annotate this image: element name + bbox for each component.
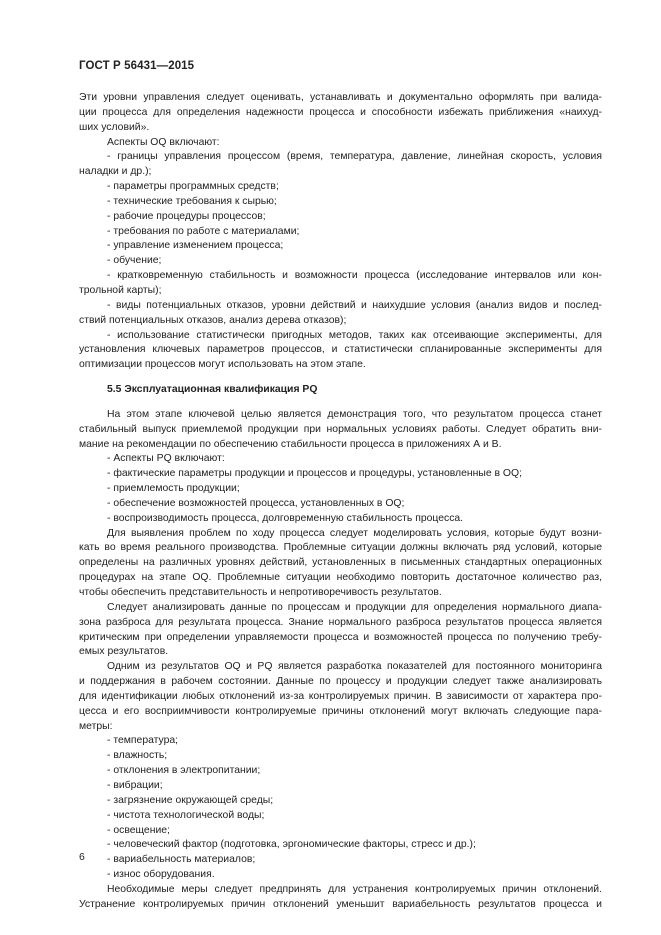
text-line: чтобы обеспечить представительность и непротиворечивость результатов. [79, 587, 442, 598]
text-line: установления ключевых параметров процессов, и статистически спланированные эксперименты для [79, 344, 602, 356]
text-line: - отклонения в электропитании; [107, 765, 261, 777]
text-line: емых результатов. [79, 646, 169, 658]
text-line: Необходимые меры следует предпринять для устранения контролируемых причин отклонений. [107, 883, 602, 895]
text-line: Эти уровни управления следует оценивать, устанавливать и документально оформлять при валида- [79, 92, 602, 103]
text-line: - человеческий фактор (подготовка, эргономические факторы, стресс и др.); [107, 839, 476, 851]
text-line: зона разброса для результата процесса. Знание нормального разброса результатов процесса является [79, 616, 602, 628]
text-line: - параметры программных средств; [107, 181, 279, 193]
text-line: цесса и его восприимчивости контролируемые причины отклонений могут включать следующие пара- [79, 705, 602, 717]
text-line: - фактические параметры продукции и процессов и процедуры, установленные в OQ; [107, 468, 522, 480]
text-line: - чистота технологической воды; [107, 809, 265, 821]
page-number: 6 [79, 852, 85, 863]
text-line: для идентификации любых отклонений из-за контролируемых причин. В зависимости от характера про- [79, 690, 602, 702]
text-line: - температура; [107, 735, 179, 747]
text-line: трольной карты); [79, 284, 162, 296]
document-body [79, 91, 602, 913]
text-line: Для выявления проблем по ходу процесса следует моделировать условия, которые будут возни- [107, 527, 602, 539]
text-line: процедурах на этапе OQ. Проблемные ситуации необходимо повторить достаточное количество раз, [79, 572, 602, 584]
text-line: оптимизации процессов могут использовать на этом этапе. [79, 359, 366, 371]
text-line: метры: [79, 720, 113, 732]
text-line: ствий потенциальных отказов, анализ дерева отказов); [79, 314, 347, 326]
text-line: Следует анализировать данные по процессам и продукции для определения нормального диапа- [107, 601, 602, 613]
text-line: мание на рекомендации по обеспечению стабильности процесса в приложениях А и В. [79, 438, 502, 450]
text-line: - обучение; [107, 255, 162, 267]
text-line: критическим при определении управляемости процесса и возможностей процесса по получению требу- [79, 631, 602, 643]
text-line: - границы управления процессом (время, температура, давление, линейная скорость, условия [107, 151, 602, 163]
text-line: - загрязнение окружающей среды; [107, 794, 274, 806]
document-header-code: ГОСТ Р 56431—2015 [79, 60, 195, 72]
text-line: - Аспекты PQ включают: [107, 453, 225, 465]
paragraph-gap [79, 373, 602, 383]
text-line: определены на различных уровнях действий, установленных в письменных стандартных операционных [79, 557, 602, 569]
text-line: кать во время реального производства. Проблемные ситуации должны включать ряд условий, которые [79, 542, 602, 554]
text-line: - управление изменением процесса; [107, 240, 284, 252]
text-line: - вибрации; [107, 779, 163, 791]
text-line: - воспроизводимость процесса, долговременную стабильность процесса. [107, 512, 464, 524]
text-line: - виды потенциальных отказов, уровни действий и наихудшие условия (анализ видов и послед- [107, 299, 602, 311]
paragraph-gap [79, 398, 602, 408]
text-line: ции процесса для определения надежности процесса и способности избежать приближения «наихуд- [79, 106, 602, 118]
text-line: - влажность; [107, 750, 168, 762]
text-line: Устранение контролируемых причин отклонений уменьшит вариабельность результатов процесса и [79, 898, 602, 910]
text-line: - износ оборудования. [107, 869, 215, 881]
text-line: и поддержания в рабочем состоянии. Данные по процессу и продукции следует также анализировать [79, 676, 602, 688]
text-line: Аспекты OQ включают: [107, 136, 220, 148]
text-line: - использование статистически пригодных методов, таких как отсеивающие эксперименты, для [107, 329, 602, 341]
text-line: На этом этапе ключевой целью является демонстрация того, что результатом процесса станет [107, 408, 602, 420]
section-heading: 5.5 Эксплуатационная квалификация PQ [107, 384, 318, 396]
text-line: - освещение; [107, 824, 170, 836]
text-line: наладки и др.); [79, 166, 152, 178]
text-line: - обеспечение возможностей процесса, установленных в OQ; [107, 497, 405, 509]
text-line: - технические требования к сырью; [107, 195, 277, 207]
text-line: - вариабельность материалов; [107, 854, 256, 866]
text-line: стабильный выпуск приемлемой продукции при нормальных условиях работы. Следует обратить вни- [79, 423, 602, 435]
text-line: - кратковременную стабильность и возможности процесса (исследование интервалов или кон- [107, 270, 602, 282]
text-line: - требования по работе с материалами; [107, 225, 300, 237]
text-line: - приемлемость продукции; [107, 483, 240, 495]
text-line: Одним из результатов OQ и PQ является разработка показателей для постоянного мониторинга [107, 661, 602, 673]
text-line: ших условий». [79, 121, 150, 133]
text-line: - рабочие процедуры процессов; [107, 210, 266, 222]
